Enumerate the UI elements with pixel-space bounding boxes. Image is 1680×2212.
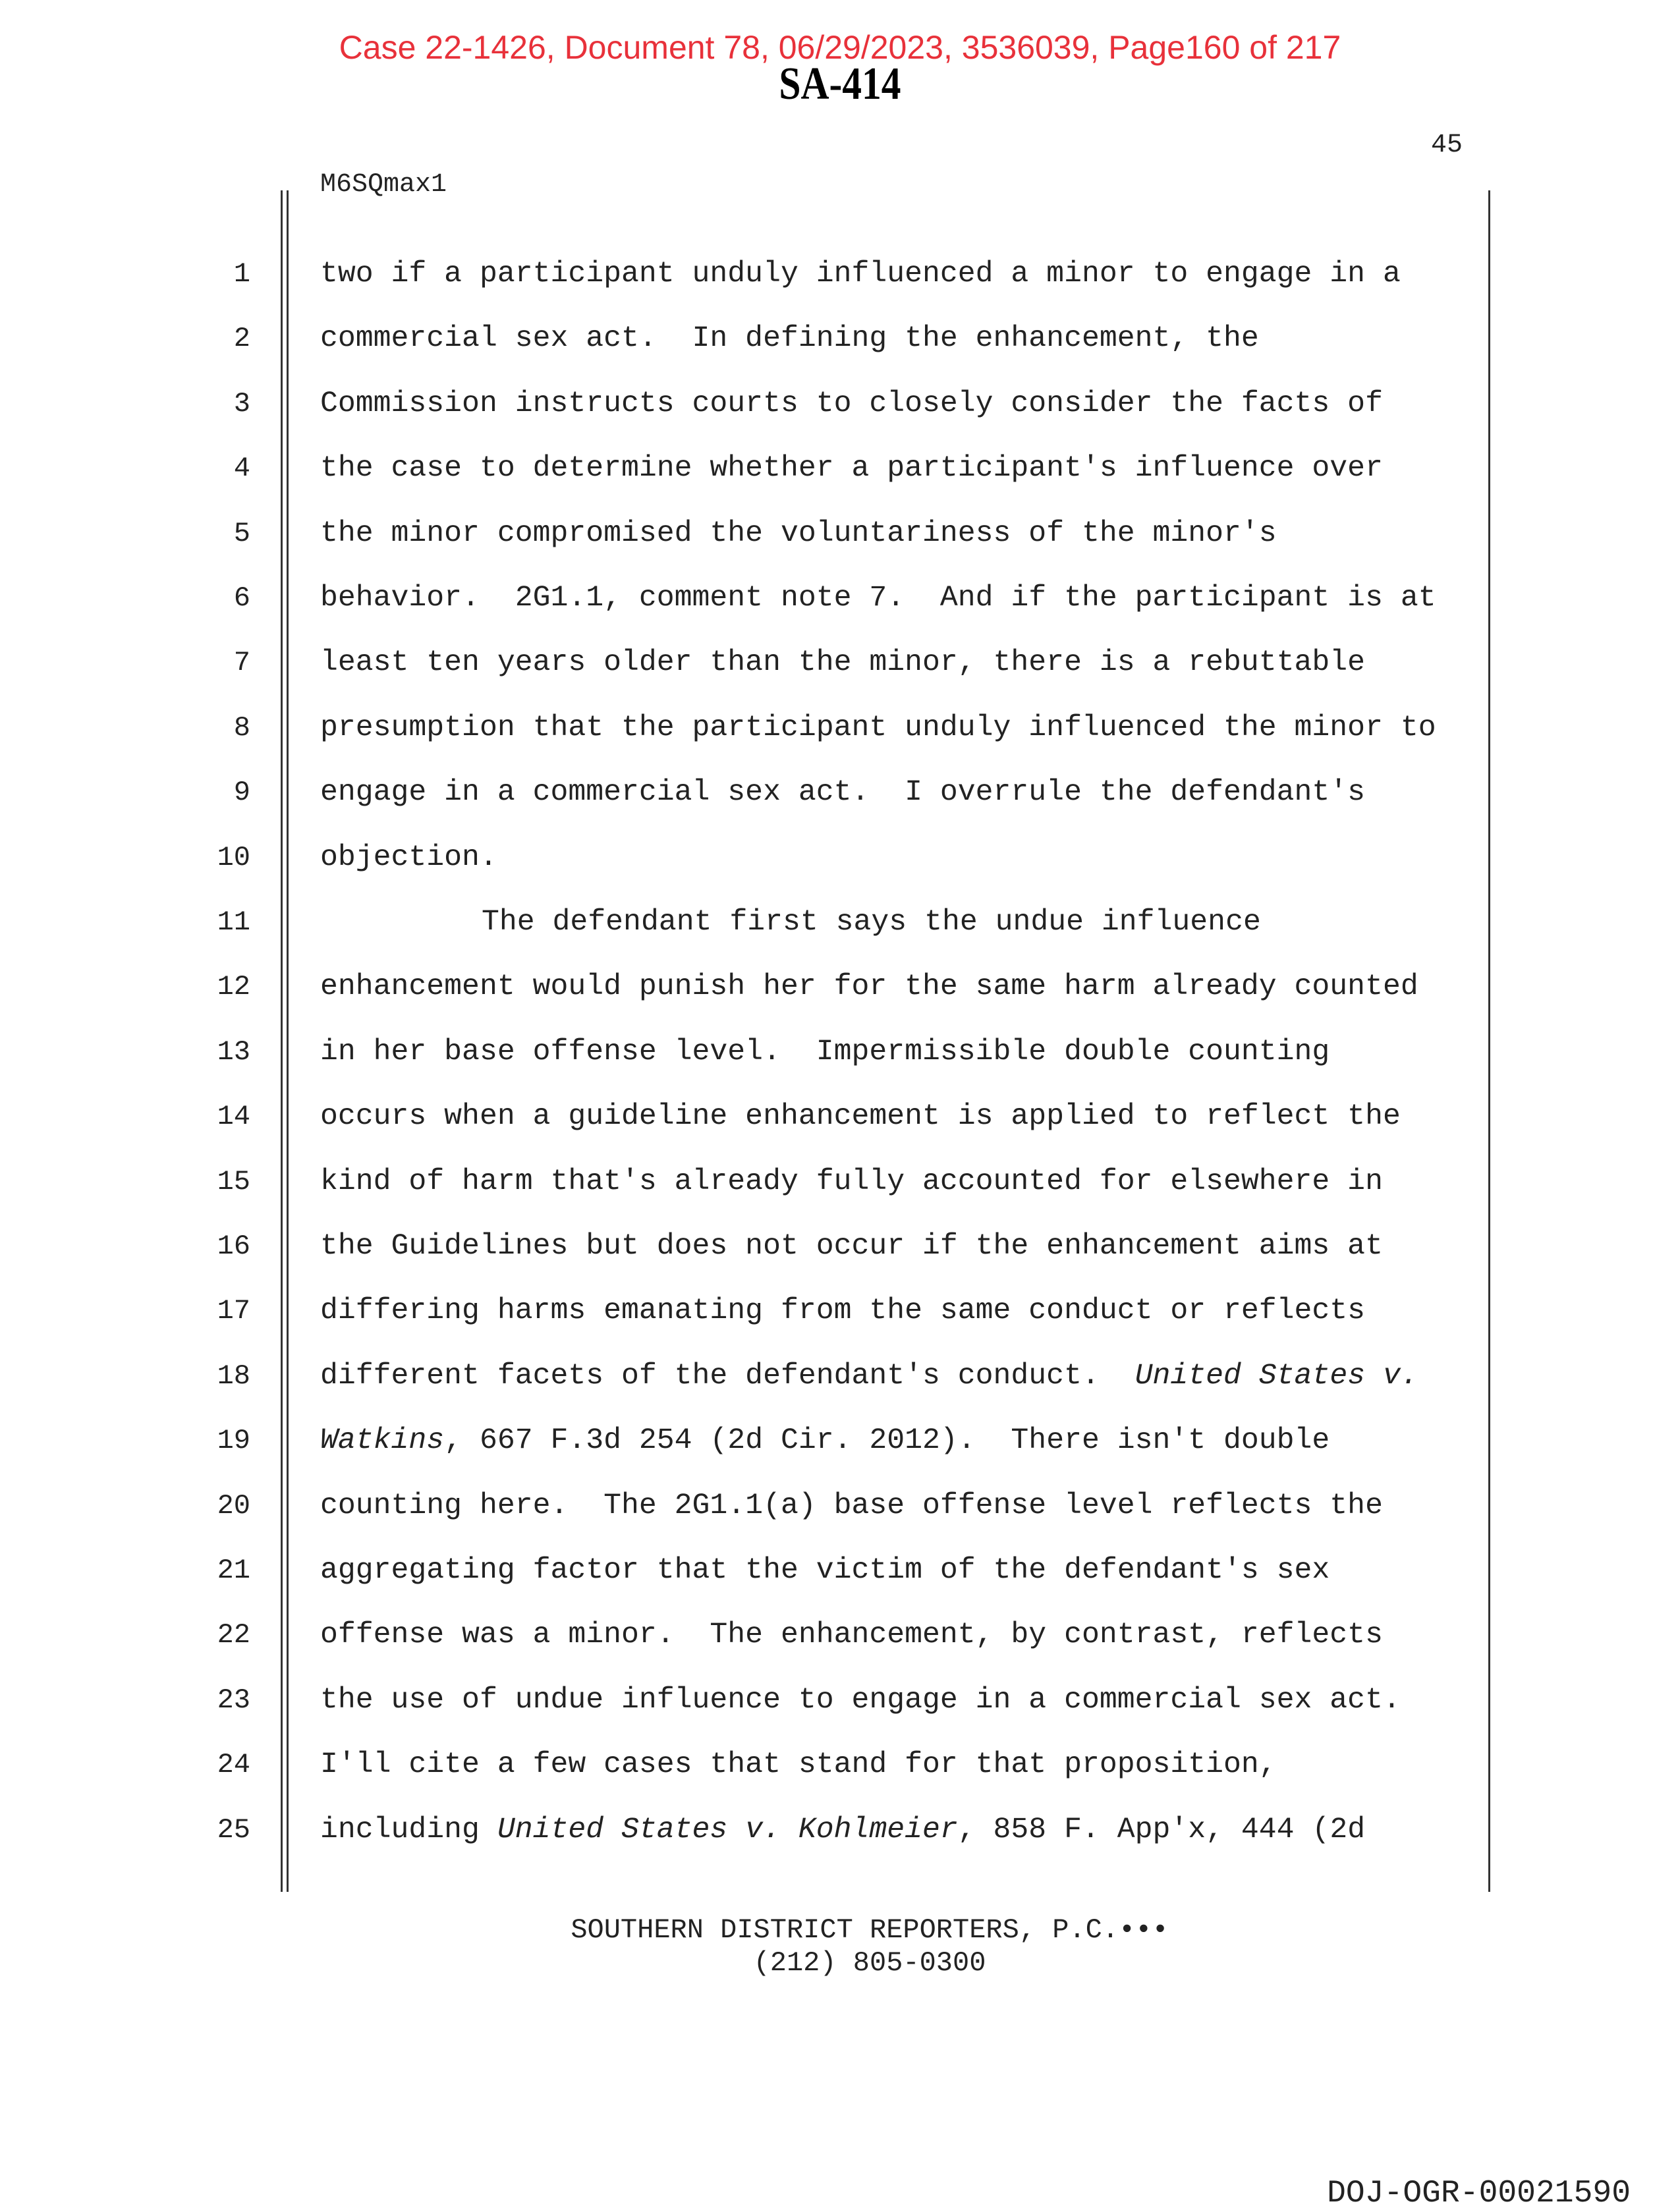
- line-number: 19: [217, 1425, 250, 1457]
- transcript-line: [320, 1813, 1365, 1846]
- line-number: 24: [217, 1749, 250, 1781]
- docket-stamp: Case 22-1426, Document 78, 06/29/2023, 3536039, Page160 of 217: [339, 29, 1341, 66]
- line-number: 8: [233, 711, 250, 744]
- line-text: , 858 F. App'x, 444 (2d: [957, 1813, 1366, 1846]
- line-number: 9: [233, 777, 250, 809]
- line-text: , 667 F.3d 254 (2d Cir. 2012). There isn't double: [444, 1424, 1330, 1458]
- transcript-line: [320, 1294, 1365, 1327]
- page-number: 45: [1430, 130, 1463, 160]
- line-number: 14: [217, 1101, 250, 1133]
- transcript-line: [320, 1684, 1401, 1717]
- transcript-line: [320, 582, 1436, 615]
- line-number: 25: [217, 1813, 250, 1846]
- line-number: 13: [217, 1036, 250, 1068]
- transcript-line: [320, 646, 1365, 679]
- line-number: 12: [217, 971, 250, 1003]
- transcript-line: [320, 1165, 1383, 1198]
- transcript-line: [320, 1748, 1277, 1781]
- transcript-line: [320, 517, 1277, 550]
- transcript-line: [320, 841, 497, 874]
- line-number: 21: [217, 1555, 250, 1586]
- line-number: 7: [233, 647, 250, 679]
- line-number: 3: [233, 387, 250, 420]
- bates-number: DOJ-OGR-00021590: [1327, 2176, 1631, 2211]
- line-number: 15: [217, 1165, 250, 1198]
- reporter-name: SOUTHERN DISTRICT REPORTERS, P.C.•••: [571, 1914, 1169, 1946]
- line-text: counting here. The 2G1.1(a) base offense level reflects the: [320, 1489, 1383, 1522]
- right-margin-rule: [1488, 190, 1490, 1892]
- line-number: 20: [217, 1489, 250, 1522]
- transcript-line: [320, 322, 1259, 355]
- transcript-line: [320, 970, 1418, 1003]
- transcript-line: [320, 1036, 1330, 1068]
- transcript-line: [320, 1554, 1330, 1587]
- line-number: 6: [233, 582, 250, 614]
- line-text: differing harms emanating from the same conduct or reflects: [320, 1294, 1366, 1328]
- line-number: 22: [217, 1619, 250, 1651]
- line-text: presumption that the participant unduly influenced the minor to: [320, 711, 1436, 744]
- line-number: 2: [233, 323, 250, 355]
- line-text: Commission instructs courts to closely consider the facts of: [320, 387, 1383, 420]
- line-text: occurs when a guideline enhancement is applied to reflect the: [320, 1100, 1401, 1134]
- line-number: 4: [233, 453, 250, 485]
- line-text: least ten years older than the minor, there is a rebuttable: [320, 646, 1366, 680]
- line-text: offense was a minor. The enhancement, by contrast, reflects: [320, 1618, 1383, 1652]
- transcript-line: [320, 1100, 1401, 1133]
- case-citation-italic: United States v.: [1134, 1359, 1418, 1393]
- transcript-caption: M6SQmax1: [320, 170, 447, 200]
- transcript-line: [320, 1230, 1383, 1263]
- line-text: the minor compromised the voluntariness of the minor's: [320, 516, 1277, 550]
- line-text: behavior. 2G1.1, comment note 7. And if the participant is at: [320, 582, 1436, 615]
- line-number: 11: [217, 906, 250, 938]
- line-text: including: [320, 1813, 497, 1846]
- case-citation-italic: Watkins: [320, 1424, 445, 1458]
- line-number: 17: [217, 1295, 250, 1327]
- line-text: kind of harm that's already fully accounted for elsewhere in: [320, 1165, 1383, 1198]
- line-number: 23: [217, 1684, 250, 1716]
- line-number: 16: [217, 1230, 250, 1262]
- transcript-line: [320, 1424, 1330, 1457]
- transcript-line: [320, 1489, 1383, 1522]
- transcript-line: [320, 387, 1383, 420]
- line-text: two if a participant unduly influenced a minor to engage in a: [320, 258, 1401, 290]
- line-number: 1: [233, 258, 250, 290]
- transcript-line: [320, 1618, 1383, 1651]
- transcript-line: [320, 258, 1401, 290]
- line-number: 18: [217, 1360, 250, 1392]
- line-text: The defendant first says the undue influence: [482, 906, 1261, 939]
- left-margin-rule-outer: [281, 190, 283, 1892]
- line-text: enhancement would punish her for the same harm already counted: [320, 970, 1418, 1004]
- line-text: different facets of the defendant's conduct.: [320, 1359, 1135, 1393]
- line-text: the Guidelines but does not occur if the enhancement aims at: [320, 1230, 1383, 1263]
- transcript-line: [320, 776, 1365, 809]
- line-text: engage in a commercial sex act. I overrule the defendant's: [320, 776, 1366, 810]
- line-number: 10: [217, 841, 250, 873]
- line-text: in her base offense level. Impermissible double counting: [320, 1035, 1330, 1068]
- line-text: objection.: [320, 841, 497, 874]
- line-number: 5: [233, 517, 250, 549]
- exhibit-label: SA-414: [779, 59, 901, 109]
- line-text: commercial sex act. In defining the enhancement, the: [320, 322, 1259, 356]
- transcript-line: [320, 452, 1383, 485]
- transcript-line: [320, 1360, 1418, 1393]
- transcript-line: [320, 711, 1436, 744]
- reporter-phone: (212) 805-0300: [753, 1947, 986, 1979]
- line-text: the case to determine whether a participant's influence over: [320, 452, 1383, 485]
- case-citation-italic: United States v. Kohlmeier: [497, 1813, 958, 1846]
- left-margin-rule-inner: [287, 190, 289, 1892]
- line-text: aggregating factor that the victim of the defendant's sex: [320, 1554, 1330, 1587]
- transcript-line: [482, 906, 1261, 939]
- line-text: I'll cite a few cases that stand for that proposition,: [320, 1748, 1277, 1782]
- line-text: the use of undue influence to engage in a commercial sex act.: [320, 1683, 1401, 1717]
